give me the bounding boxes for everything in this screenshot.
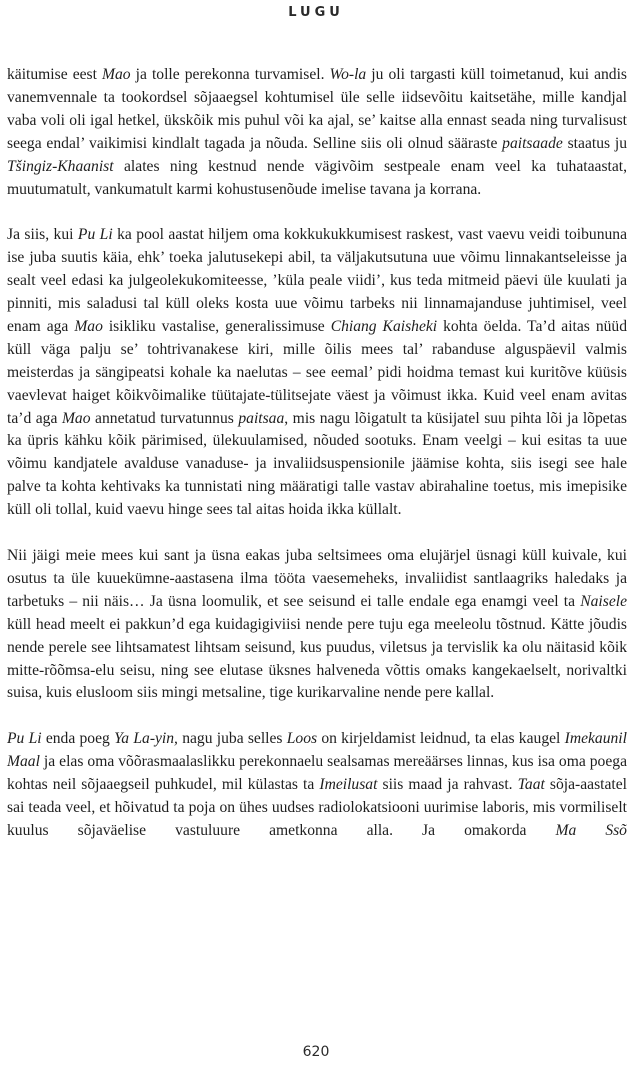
page-number: 620	[302, 1044, 330, 1060]
text-run: ja tolle perekonna turvamisel.	[130, 66, 330, 83]
text-run: sõja-aastatel sai teada veel, et hõivatud ta poja on ühes uudses radiolokatsiooni uurimise laboris, mis vormiliselt kuulus sõjaväelise vastuluure ametkonna alla. Ja omakorda	[7, 776, 627, 839]
italic-name: Loos	[286, 730, 318, 748]
text-run: nagu juba selles	[177, 730, 287, 748]
italic-name: Ya La-yin,	[114, 730, 178, 748]
text-run: Ja siis, kui	[7, 226, 78, 244]
text-run: ju oli targasti küll toimetanud, kui andis vanemvennale ta tookordsel sõjaaegsel kohtumisel üle selle iidsevõitu kaitsetähe, mille kandjal vaba voli oli igal hetkel, ükskõik mis puhul või ka ajal, se’ kaitse alla ennast seada ning turvalisust seega endal’ vaikimisi kindlalt tagada ja nõuda. Selline siis oli olnud sääraste	[7, 66, 628, 152]
running-header: LUGU	[288, 5, 344, 20]
text-run: Nii jäigi meie mees kui sant ja üsna eakas juba seltsimees oma elujärjel üsnagi küll kuivale, kui osutus ta üle kuuekümne-aastasena ilma tööta vaesemeheks, invaliidist santlaagriks haledaks ja tarbetuks – nii näis… Ja üsna loomulik, et see seisund ei talle endale ega enamgi veel ta	[7, 547, 627, 610]
text-run: enda poeg	[41, 730, 115, 748]
text-run: staatus ju	[562, 134, 627, 152]
italic-name: Taat	[517, 776, 545, 794]
paragraph	[7, 224, 627, 522]
text-run: , mis nagu lõigatult ta küsijatel suu pihta lõi ja lõpetas ka üpris kähku kõik pärimised, ülekuulamised, nõuded sootuks. Enam veelgi – kui esitas ta uue võimu kandjatele avalduse vanaduse- ja invaliidsuspensionile jäämise kohta, siis isegi see hale palve ta kohta kehtivaks ka tunnistati ning määratigi talle vastav abirahaline toetus, mis imepisike küll oli tollal, kuid vaevu hinge sees tal aitas hoida ikka küllalt.	[7, 409, 627, 519]
paragraph	[7, 545, 627, 705]
text-run: siis maad ja rahvast.	[377, 776, 518, 794]
text-run: annetatud turvatunnus	[90, 409, 239, 427]
italic-name: Mao	[61, 409, 91, 427]
text-run: küll head meelt ei pakkun’d ega kuidagigiviisi nende pere tuju ega meeleolu tõstnud. Kätte jõudis nende perele see lihtsamatest lihtsam seisund, kus puudus, viletsus ja tervislik ka olu näitasid kõik mitte-rõõmsa-elu seisu, ning see elutase üksnes halveneda võttis omaks kangekaelselt, norivaltki suisa, kuis elusloom siis mingi metsaline, tige kurikarvaline nende pere kallal.	[7, 615, 627, 702]
italic-name: Imekaunil Maal	[7, 730, 627, 771]
italic-name: Imeilusat	[319, 776, 378, 794]
italic-name: Chiang Kaisheki	[330, 317, 438, 335]
text-run: ja elas oma võõrasmaalaslikku perekonnaelu sealsamas mereäärses linnas, kus isa oma poega kohtas neil sõjaaegseil puhkudel, mil külastas ta	[7, 753, 627, 794]
body-text	[7, 64, 627, 843]
italic-name: Mao	[102, 66, 131, 83]
text-run: isikliku vastalise, generalissimuse	[102, 317, 331, 335]
text-run: ka pool aastat hiljem oma kokkukukkumisest raskest, vast vaevu veidi toibununa ise juba suutis käia, ehk’ toeka jalutusekepi abil, ta väljakutsutuna uue võimu linnakantseleisse ja sealt veel edasi ka julgeolekukomiteesse, ’küla peale viidi’, kus teda mitmeid päevi üle kuulati ja pinniti, mis saladusi tal küll oleks kosta uue võimu tarbeks nii linnamajanduse juhtimisel, veel enam aga	[7, 226, 627, 335]
italic-name: Tšingiz-Khaanist	[7, 157, 114, 175]
text-run: käitumise eest	[7, 66, 102, 83]
text-run: on kirjeldamist leidnud, ta elas kaugel	[317, 730, 565, 748]
italic-name: paitsaa	[238, 409, 285, 427]
italic-name: Pu Li	[7, 730, 42, 748]
italic-name: Mao	[74, 317, 103, 335]
text-run: alates ning kestnud nende vägivõim sestpeale enam veel ka tuhataastat, muutumatult, vankumatult karmi kohustusenõude imelise tavana ja korrana.	[7, 157, 627, 198]
text-run: kohta öelda. Ta’d aitas nüüd küll väga palju se’ tohtrivanakese kiri, mille õilis mees tal’ rabanduse alguspäevil valmis meisterdas ja sängipeatsi kohale ka naelutas – see eemal’ pidi hoidma temast kui kuritõve küüsis vaevlevat haiget kõikvõimalike tüütajate-tülitsejate väest ja võimust ikka. Kuid veel enam avitas ta’d aga	[7, 317, 628, 427]
paragraph	[7, 728, 627, 843]
italic-name: Naisele	[580, 592, 627, 610]
italic-name: Ma Ssõ	[555, 821, 627, 839]
paragraph	[7, 64, 627, 201]
italic-name: Pu Li	[77, 226, 113, 244]
italic-name: paitsaade	[502, 134, 563, 152]
italic-name: Wo-la	[329, 66, 367, 83]
